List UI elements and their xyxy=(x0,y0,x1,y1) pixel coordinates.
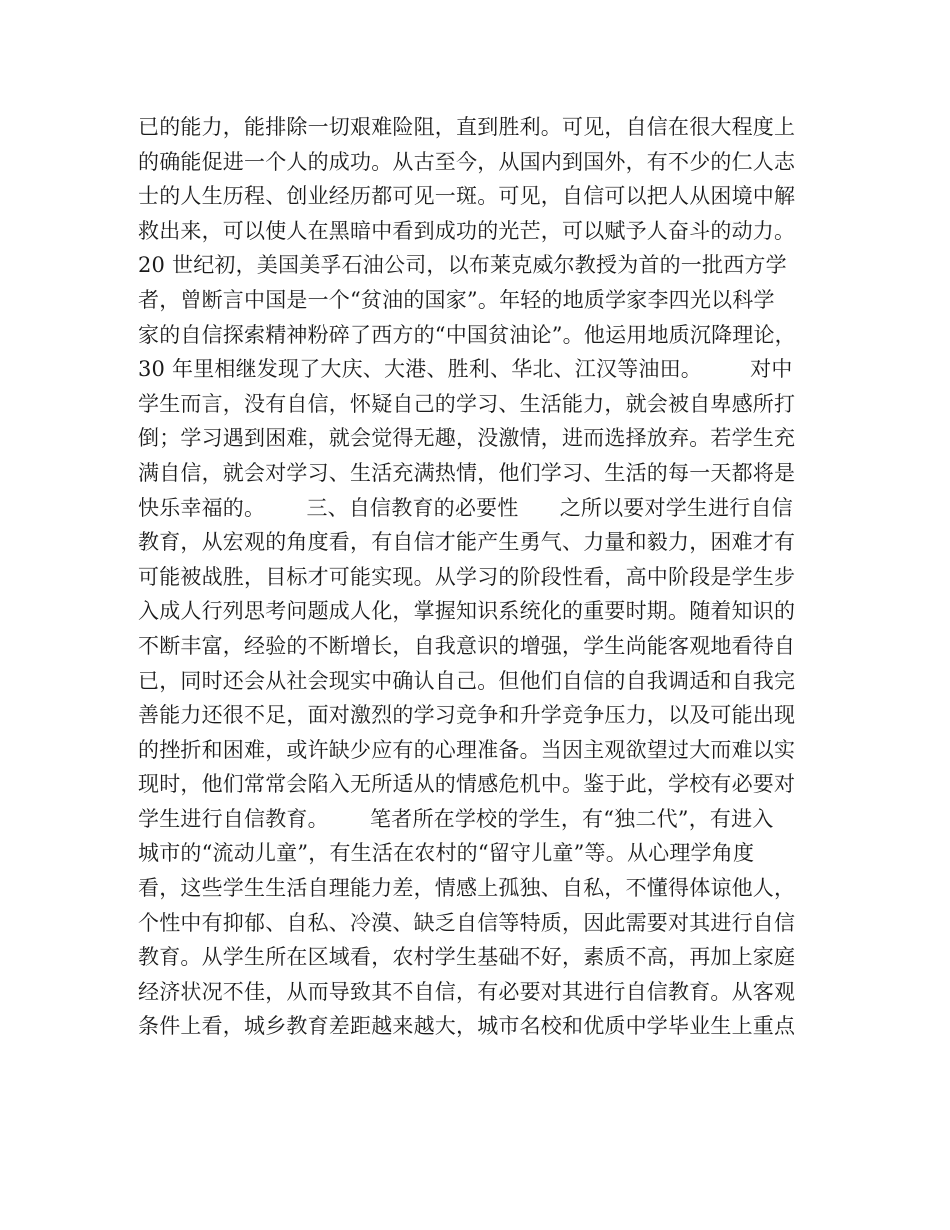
text-line: 经济状况不佳，从而导致其不自信，有必要对其进行自信教育。从客观 xyxy=(138,979,796,1004)
text-line: 快乐幸福的。 三、自信教育的必要性 之所以要对学生进行自信 xyxy=(138,495,793,520)
text-line: 条件上看，城乡教育差距越来越大，城市名校和优质中学毕业生上重点 xyxy=(138,1014,796,1039)
text-line: 已的能力，能排除一切艰难险阻，直到胜利。可见，自信在很大程度上 xyxy=(138,115,796,139)
text-line: 家的自信探索精神粉碎了西方的“中国贫油论”。他运用地质沉降理论， xyxy=(138,322,796,347)
text-line: 个性中有抑郁、自私、冷漠、缺乏自信等特质，因此需要对其进行自信 xyxy=(138,910,796,935)
text-line: 教育。从学生所在区域看，农村学生基础不好，素质不高，再加上家庭 xyxy=(138,945,796,970)
text-line: 已，同时还会从社会现实中确认自己。但他们自信的自我调适和自我完 xyxy=(138,668,796,693)
text-line: 学生进行自信教育。 笔者所在学校的学生，有“独二代”，有进入 xyxy=(138,806,774,831)
text-line: 士的人生历程、创业经历都可见一斑。可见，自信可以把人从困境中解 xyxy=(138,184,796,209)
text-line: 的确能促进一个人的成功。从古至今，从国内到国外，有不少的仁人志 xyxy=(138,149,796,174)
text-line: 城市的“流动儿童”，有生活在农村的“留守儿童”等。从心理学角度 xyxy=(138,841,755,866)
text-line: 20 世纪初，美国美孚石油公司，以布莱克威尔教授为首的一批西方学 xyxy=(138,253,787,278)
text-line: 入成人行列思考问题成人化，掌握知识系统化的重要时期。随着知识的 xyxy=(138,599,796,624)
text-line: 善能力还很不足，面对激烈的学习竞争和升学竞争压力，以及可能出现 xyxy=(138,703,796,728)
text-line: 学生而言，没有自信，怀疑自己的学习、生活能力，就会被自卑感所打 xyxy=(138,391,796,416)
text-line: 满自信，就会对学习、生活充满热情，他们学习、生活的每一天都将是 xyxy=(138,460,796,485)
text-line: 倒；学习遇到困难，就会觉得无趣，没激情，进而选择放弃。若学生充 xyxy=(138,426,796,451)
text-line: 可能被战胜，目标才可能实现。从学习的阶段性看，高中阶段是学生步 xyxy=(138,564,796,589)
text-line: 教育，从宏观的角度看，有自信才能产生勇气、力量和毅力，困难才有 xyxy=(138,530,796,555)
text-line: 看，这些学生生活自理能力差，情感上孤独、自私，不懂得体谅他人， xyxy=(138,876,796,901)
text-line: 现时，他们常常会陷入无所适从的情感危机中。鉴于此，学校有必要对 xyxy=(138,772,796,797)
document-body xyxy=(138,110,828,1044)
text-line: 者，曾断言中国是一个“贫油的国家”。年轻的地质学家李四光以科学 xyxy=(138,287,775,312)
text-line: 不断丰富，经验的不断增长，自我意识的增强，学生尚能客观地看待自 xyxy=(138,633,796,658)
text-line: 30 年里相继发现了大庆、大港、胜利、华北、江汉等油田。 对中 xyxy=(138,357,793,382)
text-line: 救出来，可以使人在黑暗中看到成功的光芒，可以赋予人奋斗的动力。 xyxy=(138,218,796,243)
text-line: 的挫折和困难，或许缺少应有的心理准备。当因主观欲望过大而难以实 xyxy=(138,737,796,762)
